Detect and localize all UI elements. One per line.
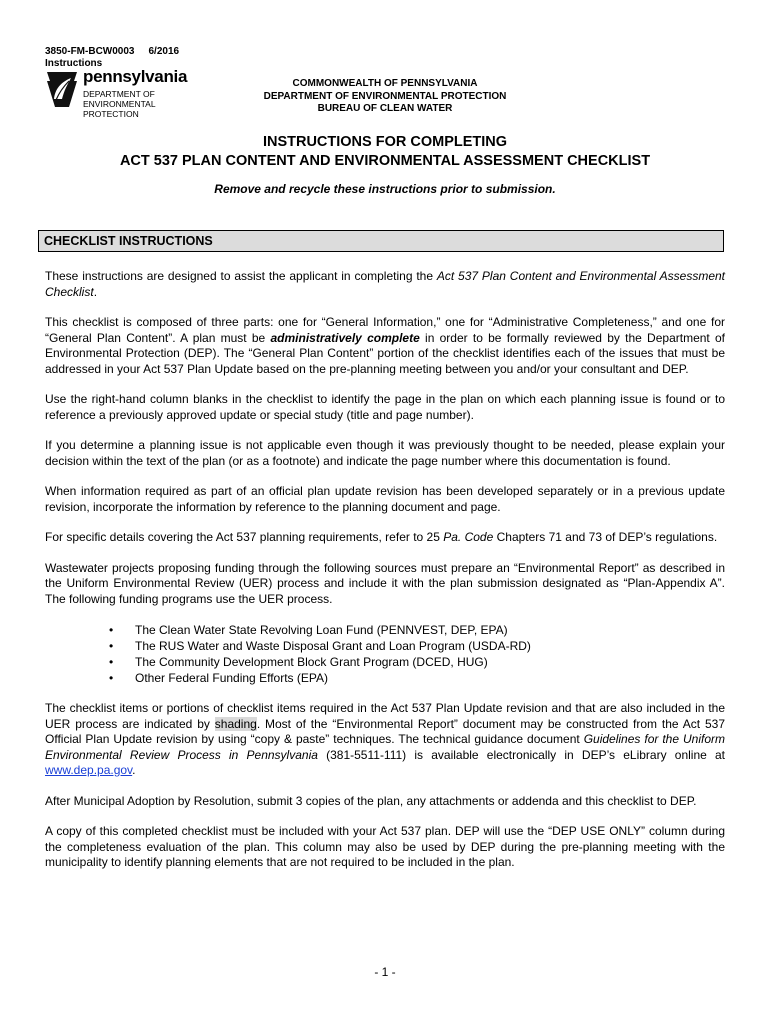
form-type: Instructions [45,58,103,69]
pa-dep-logo [45,67,220,119]
paragraph-dep-use-only: A copy of this completed checklist must be included with your Act 537 plan. DEP will use the “DEP USE ONLY” column during the completeness evaluation of the plan. This column may also be used by DEP during the pre-planning meeting with the municipality to identify planning elements that are not required to be included in the plan. [45,824,725,869]
form-date: 6/2016 [148,46,180,57]
section-heading: CHECKLIST INSTRUCTIONS [44,234,213,248]
list-item: • The RUS Water and Waste Disposal Grant and Loan Program (USDA-RD) [135,638,725,654]
form-number: 3850-FM-BCW0003 [45,46,135,57]
paragraph-not-applicable: If you determine a planning issue is not applicable even though it was previously thought to be needed, please explain your decision within the text of the plan (or as a footnote) and indicate the page number where this documentation is found. [45,438,725,468]
list-item: • The Community Development Block Grant Program (DCED, HUG) [135,654,725,670]
paragraph-shading: The checklist items or portions of checklist items required in the Act 537 Plan Update revision and that are also included in the UER process are indicated by shading. Most of the “Environmental Report” document may be constructed from the Act 537 Official Plan Update revision by using “copy & paste” techniques. The technical guidance document Guidelines for the Uniform Environmental Review Process in Pennsylvania (381-5511-111) is available electronically in DEP’s eLibrary online at www.dep.pa.gov. [45,701,726,777]
title-line-1: INSTRUCTIONS FOR COMPLETING [262,134,508,150]
paragraph-municipal-adoption: After Municipal Adoption by Resolution, submit 3 copies of the plan, any attachments or addenda and this checklist to DEP. [45,793,697,808]
list-item: • Other Federal Funding Efforts (EPA) [135,670,725,686]
list-item: • The Clean Water State Revolving Loan Fund (PENNVEST, DEP, EPA) [135,622,725,638]
funding-programs-list [45,622,725,686]
shading-sample: shading [214,716,257,731]
paragraph-right-hand-column: Use the right-hand column blanks in the checklist to identify the page in the plan on which each planning issue is found or to reference a previously approved update or special study (title and page number). [45,392,725,422]
agency-heading [230,78,540,116]
title-line-2: ACT 537 PLAN CONTENT AND ENVIRONMENTAL ASSESSMENT CHECKLIST [119,153,651,169]
logo-state-name: pennsylvania [83,67,188,86]
paragraph-intro: These instructions are designed to assist the applicant in completing the Act 537 Plan Content and Environmental Assessment Checklist. [45,269,725,299]
paragraph-environmental-report: Wastewater projects proposing funding through the following sources must prepare an “Environmental Report” as described in the Uniform Environmental Review (UER) process and include it with the plan submission designated as “Plan-Appendix A”. The following funding programs use the UER process. [45,560,725,606]
instructions-body [45,269,725,886]
page-number: - 1 - [374,965,396,979]
paragraph-pa-code: For specific details covering the Act 537 planning requirements, refer to 25 Pa. Code Chapters 71 and 73 of DEP’s regulations. [45,530,718,544]
agency-line-2: DEPARTMENT OF ENVIRONMENTAL PROTECTION [263,90,507,102]
logo-dept-name: DEPARTMENT OF ENVIRONMENTAL PROTECTION [83,89,156,119]
dep-website-link[interactable]: www.dep.pa.gov [45,763,133,777]
keystone-leaf-logo-icon [45,69,79,109]
paragraph-incorporate-reference: When information required as part of an official plan update revision has been developed separately or in a previous update revision, incorporate the information by reference to the planning document and page. [45,484,725,514]
remove-note: Remove and recycle these instructions prior to submission. [214,182,556,196]
document-title [40,133,730,171]
section-heading-box [38,230,724,252]
agency-line-3: BUREAU OF CLEAN WATER [317,103,453,114]
paragraph-checklist-parts: This checklist is composed of three parts: one for “General Information,” one for “Administrative Completeness,” and one for “General Plan Content”. A plan must be administratively complete in order to be formally reviewed by the Department of Environmental Protection (DEP). The “General Plan Content” portion of the checklist identifies each of the issues that must be addressed in your Act 537 Plan Update based on the pre-planning meeting between you and/or your consultant and DEP. [45,315,725,376]
agency-line-1: COMMONWEALTH OF PENNSYLVANIA [292,78,478,89]
